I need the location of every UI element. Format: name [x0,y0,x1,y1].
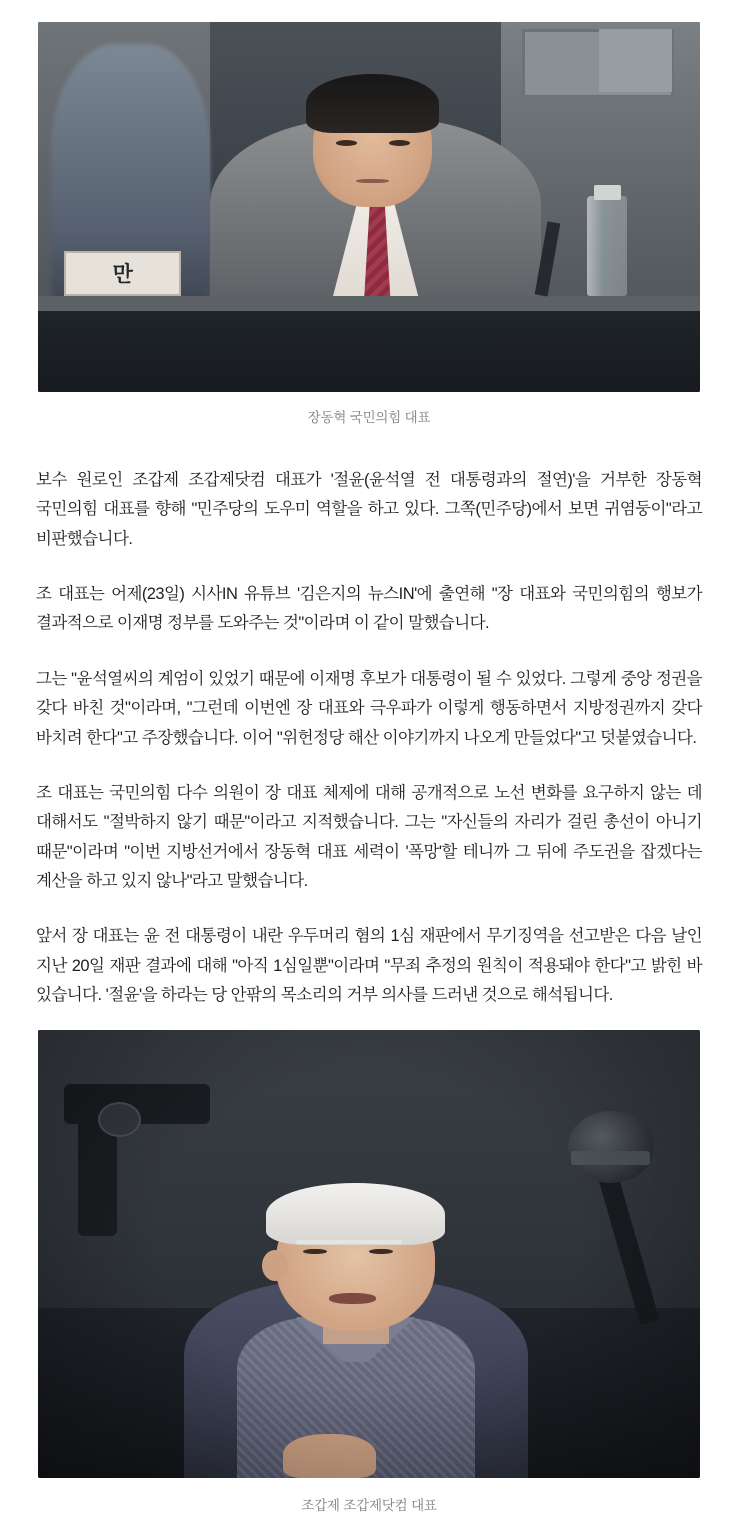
article-paragraph-4: 조 대표는 국민의힘 다수 의원이 장 대표 체제에 대해 공개적으로 노선 변화를 요구하지 않는 데 대해서도 "절박하지 않기 때문"이라고 지적했습니다. 그는 "자신들의 자리가 걸린 총선이 아니기 때문"이라며 "이번 지방선거에서 장동혁 대표 세력이 '폭망'할 테니까 그 뒤에 주도권을 잡겠다는 계산을 하고 있지 않나"라고 말했습니다. [36,783,702,890]
figure-bottom-caption: 조갑제 조갑제닷컴 대표 [301,1498,437,1514]
photo-subject-eye-right [389,140,410,146]
desk-nameplate: 만 [64,251,181,296]
figure-top-caption: 장동혁 국민의힘 대표 [307,410,431,425]
photo2-vignette [38,1030,700,1478]
photo-desk-edge [38,296,700,311]
photo-wall-panel-inner [599,29,674,92]
water-bottle-icon [587,196,627,296]
photo-desk-front [38,311,700,392]
photo-cho-gapje [38,1030,700,1478]
article-body [0,426,738,1016]
article-paragraph-1: 보수 원로인 조갑제 조갑제닷컴 대표가 '절윤(윤석열 전 대통령과의 절연)'을 거부한 장동혁 국민의힘 대표를 향해 "민주당의 도우미 역할을 하고 있다. 그쪽(민주당)에서 보면 귀염둥이"라고 비판했습니다. [36,471,702,548]
article-paragraph-5: 앞서 장 대표는 윤 전 대통령이 내란 우두머리 혐의 1심 재판에서 무기징역을 선고받은 다음 날인 지난 20일 재판 결과에 대해 "아직 1심일뿐"이라며 "무죄 추정의 원칙이 적용돼야 한다"고 밝힌 바 있습니다. '절윤'을 하라는 당 안팎의 목소리의 거부 의사를 드러낸 것으로 해석됩니다. [36,927,702,1005]
figure-top [0,0,738,426]
article-paragraph-2: 조 대표는 어제(23일) 시사IN 유튜브 '김은지의 뉴스IN'에 출연해 "장 대표와 국민의힘의 행보가 결과적으로 이재명 정부를 도와주는 것"이라며 이 같이 말했습니다. [36,585,702,633]
photo-subject-mouth [356,179,389,183]
photo-jang-donghyuk [38,22,700,392]
photo-subject-hair [306,74,438,133]
photo-subject-eye-left [336,140,357,146]
article-paragraph-3: 그는 "윤석열씨의 계엄이 있었기 때문에 이재명 후보가 대통령이 될 수 있었다. 그렇게 중앙 정권을 갖다 바친 것"이라며, "그런데 이번엔 장 대표와 극우파가 이렇게 행동하면서 지방정권까지 갖다 바치려 한다"고 주장했습니다. 이어 "위헌정당 해산 이야기까지 나오게 만들었다"고 덧붙였습니다. [36,669,702,747]
bottle-cap-icon [594,185,620,200]
figure-bottom [0,1016,738,1532]
